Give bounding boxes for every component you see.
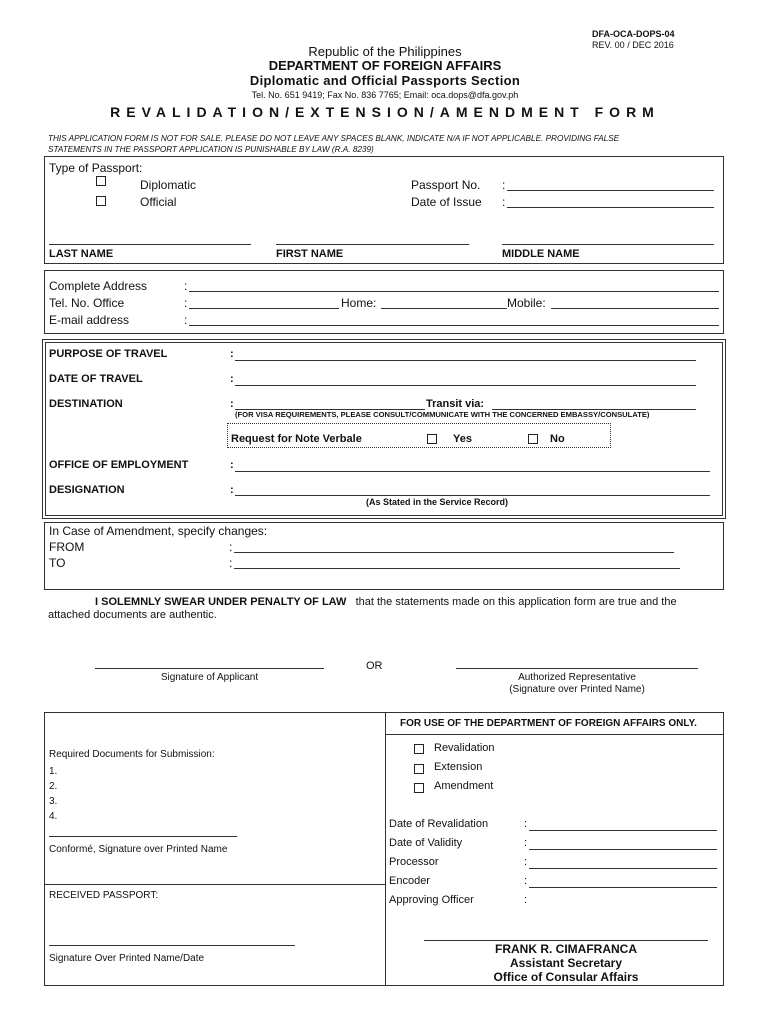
doc-number-1: 1. xyxy=(49,766,58,777)
conforme-signature-line[interactable] xyxy=(49,836,237,837)
received-signature-line[interactable] xyxy=(49,945,295,946)
dfa-divider-vertical xyxy=(385,712,386,986)
date-revalidation-field[interactable] xyxy=(529,830,717,831)
amendment-from-colon: : xyxy=(229,540,233,554)
dfa-heading-divider xyxy=(385,734,724,735)
office-label: OFFICE OF EMPLOYMENT xyxy=(49,459,189,471)
authorized-sub-label: (Signature over Printed Name) xyxy=(509,684,645,695)
note-verbale-label: Request for Note Verbale xyxy=(231,433,362,445)
oath-bold: I SOLEMNLY SWEAR UNDER PENALTY OF LAW xyxy=(95,596,347,608)
office-field[interactable] xyxy=(235,471,710,472)
note-verbale-no-label: No xyxy=(550,433,565,445)
form-revision: REV. 00 / DEC 2016 xyxy=(592,40,674,50)
first-name-label: FIRST NAME xyxy=(276,248,344,260)
form-code: DFA-OCA-DOPS-04 xyxy=(592,29,675,39)
required-docs-label: Required Documents for Submission: xyxy=(49,749,215,760)
signatory-office: Office of Consular Affairs xyxy=(493,970,639,984)
date-validity-field[interactable] xyxy=(529,849,717,850)
dfa-use-heading: FOR USE OF THE DEPARTMENT OF FOREIGN AFFAIRS ONLY. xyxy=(400,718,697,729)
home-phone-field[interactable] xyxy=(381,308,507,309)
tel-office-colon: : xyxy=(184,296,188,310)
received-signature-label: Signature Over Printed Name/Date xyxy=(49,953,205,964)
doc-number-4: 4. xyxy=(49,811,58,822)
passport-no-label: Passport No. xyxy=(411,178,481,192)
amendment-label: In Case of Amendment, specify changes: xyxy=(49,524,268,538)
email-field[interactable] xyxy=(189,325,719,326)
passport-no-field[interactable] xyxy=(507,190,714,191)
signatory-name: FRANK R. CIMAFRANCA xyxy=(495,942,637,956)
amendment-to-label: TO xyxy=(49,556,66,570)
date-travel-colon: : xyxy=(230,373,234,385)
official-label: Official xyxy=(140,195,177,209)
tel-office-label: Tel. No. Office xyxy=(49,296,125,310)
encoder-colon: : xyxy=(524,875,528,887)
middle-name-field[interactable] xyxy=(502,244,714,245)
date-travel-field[interactable] xyxy=(235,385,696,386)
oath-rest: that the statements made on this application form are true and the xyxy=(355,596,677,608)
authorized-signature-line[interactable] xyxy=(456,668,698,669)
encoder-label: Encoder xyxy=(389,875,430,887)
transit-label: Transit via: xyxy=(426,398,485,410)
tel-office-field[interactable] xyxy=(189,308,339,309)
notice-line-2: STATEMENTS IN THE PASSPORT APPLICATION IS PUNISHABLE BY LAW (R.A. 8239) xyxy=(48,145,374,154)
date-validity-label: Date of Validity xyxy=(389,837,463,849)
diplomatic-checkbox[interactable] xyxy=(96,176,106,186)
date-issue-colon: : xyxy=(502,195,506,209)
amendment-option-label: Amendment xyxy=(434,780,494,792)
amendment-to-field[interactable] xyxy=(234,568,680,569)
purpose-label: PURPOSE OF TRAVEL xyxy=(49,348,168,360)
applicant-signature-line[interactable] xyxy=(95,668,324,669)
diplomatic-label: Diplomatic xyxy=(140,178,197,192)
processor-label: Processor xyxy=(389,856,439,868)
date-validity-colon: : xyxy=(524,837,528,849)
processor-field[interactable] xyxy=(529,868,717,869)
email-colon: : xyxy=(184,313,188,327)
amendment-to-colon: : xyxy=(229,556,233,570)
applicant-signature-label: Signature of Applicant xyxy=(160,672,259,683)
header-republic: Republic of the Philippines xyxy=(308,44,462,59)
note-verbale-no-checkbox[interactable] xyxy=(528,434,538,444)
date-travel-label: DATE OF TRAVEL xyxy=(49,373,143,385)
designation-colon: : xyxy=(230,484,234,496)
date-revalidation-colon: : xyxy=(524,818,528,830)
note-verbale-yes-checkbox[interactable] xyxy=(427,434,437,444)
destination-label: DESTINATION xyxy=(49,398,123,410)
mobile-field[interactable] xyxy=(551,308,719,309)
last-name-field[interactable] xyxy=(49,244,251,245)
received-passport-label: RECEIVED PASSPORT: xyxy=(49,890,159,901)
signatory-line xyxy=(424,940,708,941)
designation-field[interactable] xyxy=(235,495,710,496)
amendment-checkbox[interactable] xyxy=(414,783,424,793)
middle-name-label: MIDDLE NAME xyxy=(502,248,580,260)
signatory-title: Assistant Secretary xyxy=(509,956,623,970)
address-field[interactable] xyxy=(189,291,719,292)
amendment-from-label: FROM xyxy=(49,540,85,554)
revalidation-label: Revalidation xyxy=(434,742,495,754)
home-label: Home: xyxy=(341,296,377,310)
processor-colon: : xyxy=(524,856,528,868)
purpose-colon: : xyxy=(230,348,234,360)
address-label: Complete Address xyxy=(49,279,148,293)
purpose-field[interactable] xyxy=(235,360,696,361)
conforme-label: Conformé, Signature over Printed Name xyxy=(49,844,228,855)
date-revalidation-label: Date of Revalidation xyxy=(389,818,489,830)
header-contact: Tel. No. 651 9419; Fax No. 836 7765; Email: oca.dops@dfa.gov.ph xyxy=(251,90,519,100)
address-colon: : xyxy=(184,279,188,293)
header-section: Diplomatic and Official Passports Section xyxy=(249,73,521,88)
first-name-field[interactable] xyxy=(276,244,469,245)
date-issue-label: Date of Issue xyxy=(411,195,482,209)
destination-colon: : xyxy=(230,398,234,410)
header-department: DEPARTMENT OF FOREIGN AFFAIRS xyxy=(268,58,502,73)
approving-officer-colon: : xyxy=(524,894,528,906)
date-issue-field[interactable] xyxy=(507,207,714,208)
passport-no-colon: : xyxy=(502,178,506,192)
passport-section xyxy=(44,156,724,264)
approving-officer-label: Approving Officer xyxy=(389,894,474,906)
designation-label: DESIGNATION xyxy=(49,484,125,496)
note-verbale-yes-label: Yes xyxy=(453,433,472,445)
visa-note: (FOR VISA REQUIREMENTS, PLEASE CONSULT/COMMUNICATE WITH THE CONCERNED EMBASSY/CONSULATE) xyxy=(235,410,650,419)
or-label: OR xyxy=(366,660,383,672)
passport-type-label: Type of Passport: xyxy=(49,161,143,175)
amendment-from-field[interactable] xyxy=(234,552,674,553)
official-checkbox[interactable] xyxy=(96,196,106,206)
dfa-left-divider xyxy=(44,884,385,885)
mobile-label: Mobile: xyxy=(507,296,546,310)
form-title: REVALIDATION/EXTENSION/AMENDMENT FORM xyxy=(110,104,660,120)
service-record-note: (As Stated in the Service Record) xyxy=(366,497,509,507)
encoder-field[interactable] xyxy=(529,887,717,888)
office-colon: : xyxy=(230,459,234,471)
last-name-label: LAST NAME xyxy=(49,248,114,260)
revalidation-checkbox[interactable] xyxy=(414,744,424,754)
oath-line-2: attached documents are authentic. xyxy=(48,609,217,621)
email-label: E-mail address xyxy=(49,313,130,327)
doc-number-2: 2. xyxy=(49,781,58,792)
extension-checkbox[interactable] xyxy=(414,764,424,774)
authorized-label: Authorized Representative xyxy=(518,672,636,683)
notice-line-1: THIS APPLICATION FORM IS NOT FOR SALE. PLEASE DO NOT LEAVE ANY SPACES BLANK, INDICATE N/A IF NOT APPLICABLE. PROVIDING FALSE xyxy=(48,134,620,143)
oath-line-1 xyxy=(95,596,677,608)
extension-label: Extension xyxy=(434,761,483,773)
doc-number-3: 3. xyxy=(49,796,58,807)
